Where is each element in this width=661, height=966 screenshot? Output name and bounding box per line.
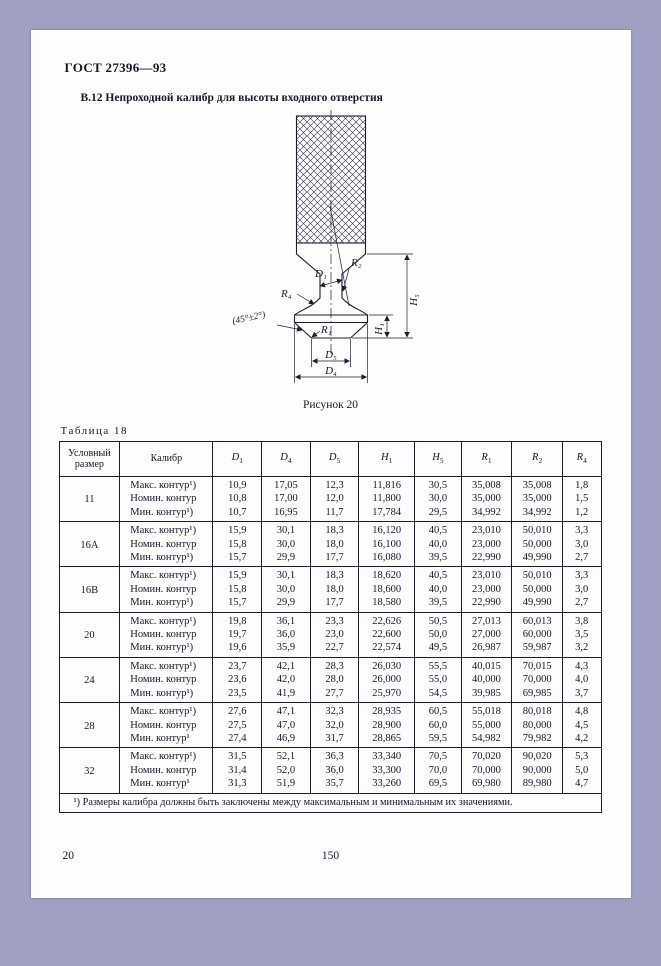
value-cell: 18,3 [310, 567, 359, 583]
table-row [59, 551, 601, 567]
value-cell: 36,1 [262, 612, 311, 628]
value-cell: 30,0 [415, 492, 462, 505]
value-cell: 51,9 [262, 777, 311, 793]
table-row [59, 748, 601, 764]
value-cell: 30,1 [262, 567, 311, 583]
value-cell: 54,982 [461, 732, 512, 748]
value-cell: 19,6 [213, 641, 262, 657]
size-cell: 32 [59, 748, 120, 793]
value-cell: 70,000 [512, 673, 563, 686]
value-cell: 23,000 [461, 583, 512, 596]
value-cell: 29,5 [415, 506, 462, 522]
value-cell: 30,1 [262, 522, 311, 538]
kalibr-cell: Мин. контур¹) [120, 596, 213, 612]
table-row [59, 567, 601, 583]
value-cell: 22,574 [359, 641, 415, 657]
table-row [59, 687, 601, 703]
value-cell: 5,3 [562, 748, 601, 764]
value-cell: 70,020 [461, 748, 512, 764]
value-cell: 10,8 [213, 492, 262, 505]
value-cell: 3,0 [562, 538, 601, 551]
value-cell: 17,05 [262, 477, 311, 493]
value-cell: 3,8 [562, 612, 601, 628]
value-cell: 16,120 [359, 522, 415, 538]
footnote-row [59, 793, 601, 812]
value-cell: 39,5 [415, 596, 462, 612]
value-cell: 17,00 [262, 492, 311, 505]
value-cell: 2,7 [562, 596, 601, 612]
value-cell: 55,018 [461, 703, 512, 719]
value-cell: 23,010 [461, 567, 512, 583]
table-row [59, 506, 601, 522]
value-cell: 60,5 [415, 703, 462, 719]
table-row [59, 673, 601, 686]
value-cell: 3,3 [562, 522, 601, 538]
value-cell: 2,7 [562, 551, 601, 567]
value-cell: 30,0 [262, 583, 311, 596]
dim-label-angle: (45°±2°) [231, 310, 266, 327]
value-cell: 33,300 [359, 764, 415, 777]
value-cell: 3,5 [562, 628, 601, 641]
value-cell: 80,000 [512, 719, 563, 732]
table-row [59, 596, 601, 612]
col-header-0: Условный размер [59, 442, 120, 477]
value-cell: 23,010 [461, 522, 512, 538]
value-cell: 31,5 [213, 748, 262, 764]
value-cell: 27,5 [213, 719, 262, 732]
value-cell: 23,7 [213, 657, 262, 673]
table-row [59, 719, 601, 732]
table-row [59, 641, 601, 657]
value-cell: 33,340 [359, 748, 415, 764]
value-cell: 19,7 [213, 628, 262, 641]
value-cell: 49,990 [512, 596, 563, 612]
value-cell: 42,1 [262, 657, 311, 673]
value-cell: 52,0 [262, 764, 311, 777]
value-cell: 55,5 [415, 657, 462, 673]
value-cell: 59,5 [415, 732, 462, 748]
value-cell: 40,5 [415, 567, 462, 583]
value-cell: 31,3 [213, 777, 262, 793]
value-cell: 29,9 [262, 596, 311, 612]
sheet-number: 150 [321, 850, 340, 862]
kalibr-cell: Макс. контур¹) [120, 477, 213, 493]
value-cell: 50,5 [415, 612, 462, 628]
value-cell: 15,7 [213, 596, 262, 612]
value-cell: 17,784 [359, 506, 415, 522]
value-cell: 90,000 [512, 764, 563, 777]
table-head [59, 442, 601, 477]
value-cell: 22,626 [359, 612, 415, 628]
value-cell: 69,5 [415, 777, 462, 793]
col-header-D1: $D_1$ [213, 442, 262, 477]
value-cell: 35,000 [512, 492, 563, 505]
size-cell: 28 [59, 703, 120, 748]
value-cell: 32,0 [310, 719, 359, 732]
table-title: Таблица 18 [60, 425, 129, 437]
size-cell: 16В [59, 567, 120, 612]
value-cell: 34,992 [512, 506, 563, 522]
value-cell: 30,5 [415, 477, 462, 493]
value-cell: 40,5 [415, 522, 462, 538]
value-cell: 23,6 [213, 673, 262, 686]
value-cell: 5,0 [562, 764, 601, 777]
value-cell: 59,987 [512, 641, 563, 657]
value-cell: 28,865 [359, 732, 415, 748]
table-footnote: ¹) Размеры калибра должны быть заключены между максимальным и минимальным их значениями. [59, 793, 601, 812]
value-cell: 69,985 [512, 687, 563, 703]
value-cell: 31,7 [310, 732, 359, 748]
table-row [59, 612, 601, 628]
value-cell: 28,0 [310, 673, 359, 686]
kalibr-cell: Мин. контур¹ [120, 777, 213, 793]
value-cell: 31,4 [213, 764, 262, 777]
size-cell: 11 [59, 477, 120, 522]
kalibr-cell: Макс. контур¹) [120, 522, 213, 538]
value-cell: 89,980 [512, 777, 563, 793]
value-cell: 49,990 [512, 551, 563, 567]
value-cell: 52,1 [262, 748, 311, 764]
value-cell: 90,020 [512, 748, 563, 764]
value-cell: 18,600 [359, 583, 415, 596]
table-row [59, 628, 601, 641]
value-cell: 50,010 [512, 567, 563, 583]
value-cell: 28,900 [359, 719, 415, 732]
value-cell: 80,018 [512, 703, 563, 719]
value-cell: 11,7 [310, 506, 359, 522]
value-cell: 15,9 [213, 567, 262, 583]
value-cell: 23,0 [310, 628, 359, 641]
section-title: В.12 Непроходной калибр для высоты входного отверстия [80, 92, 383, 104]
value-cell: 17,7 [310, 596, 359, 612]
r1-leader [312, 331, 320, 337]
kalibr-cell: Мин. контур¹) [120, 687, 213, 703]
value-cell: 15,9 [213, 522, 262, 538]
value-cell: 3,3 [562, 567, 601, 583]
value-cell: 40,015 [461, 657, 512, 673]
value-cell: 4,2 [562, 732, 601, 748]
value-cell: 42,0 [262, 673, 311, 686]
value-cell: 25,970 [359, 687, 415, 703]
value-cell: 36,0 [310, 764, 359, 777]
value-cell: 1,5 [562, 492, 601, 505]
kalibr-cell: Мин. контур¹ [120, 732, 213, 748]
value-cell: 12,3 [310, 477, 359, 493]
kalibr-cell: Номин. контур [120, 628, 213, 641]
value-cell: 22,990 [461, 551, 512, 567]
value-cell: 16,95 [262, 506, 311, 522]
value-cell: 39,5 [415, 551, 462, 567]
value-cell: 4,8 [562, 703, 601, 719]
value-cell: 17,7 [310, 551, 359, 567]
value-cell: 1,8 [562, 477, 601, 493]
value-cell: 18,3 [310, 522, 359, 538]
col-header-D5: $D_5$ [310, 442, 359, 477]
value-cell: 27,000 [461, 628, 512, 641]
value-cell: 16,080 [359, 551, 415, 567]
col-header-R4: $R_4$ [562, 442, 601, 477]
value-cell: 40,000 [461, 673, 512, 686]
value-cell: 23,5 [213, 687, 262, 703]
value-cell: 50,000 [512, 583, 563, 596]
value-cell: 34,992 [461, 506, 512, 522]
value-cell: 16,100 [359, 538, 415, 551]
value-cell: 60,0 [415, 719, 462, 732]
kalibr-cell: Макс. контур¹) [120, 703, 213, 719]
col-header-H1: $H_1$ [359, 442, 415, 477]
value-cell: 26,030 [359, 657, 415, 673]
value-cell: 22,600 [359, 628, 415, 641]
r4-leader [297, 294, 314, 304]
figure-caption: Рисунок 20 [302, 399, 359, 411]
value-cell: 3,2 [562, 641, 601, 657]
value-cell: 4,5 [562, 719, 601, 732]
value-cell: 60,013 [512, 612, 563, 628]
value-cell: 33,260 [359, 777, 415, 793]
value-cell: 35,008 [461, 477, 512, 493]
table-row [59, 492, 601, 505]
value-cell: 15,8 [213, 538, 262, 551]
value-cell: 15,7 [213, 551, 262, 567]
value-cell: 39,985 [461, 687, 512, 703]
value-cell: 69,980 [461, 777, 512, 793]
table-row [59, 777, 601, 793]
kalibr-cell: Мин. контур¹) [120, 641, 213, 657]
doc-number: ГОСТ 27396—93 [64, 60, 167, 75]
value-cell: 3,0 [562, 583, 601, 596]
size-cell: 24 [59, 657, 120, 702]
value-cell: 41,9 [262, 687, 311, 703]
kalibr-cell: Макс. контур¹) [120, 748, 213, 764]
value-cell: 35,9 [262, 641, 311, 657]
value-cell: 12,0 [310, 492, 359, 505]
value-cell: 11,800 [359, 492, 415, 505]
technical-drawing [181, 108, 481, 396]
kalibr-cell: Номин. контур [120, 673, 213, 686]
col-header-1: Калибр [120, 442, 213, 477]
dim-label-d4: D₄ [324, 365, 337, 377]
value-cell: 36,3 [310, 748, 359, 764]
value-cell: 4,7 [562, 777, 601, 793]
value-cell: 50,000 [512, 538, 563, 551]
value-cell: 22,990 [461, 596, 512, 612]
value-cell: 3,7 [562, 687, 601, 703]
col-header-R2: $R_2$ [512, 442, 563, 477]
value-cell: 10,9 [213, 477, 262, 493]
value-cell: 27,013 [461, 612, 512, 628]
value-cell: 27,4 [213, 732, 262, 748]
value-cell: 26,000 [359, 673, 415, 686]
dim-label-r4: R₄ [280, 288, 292, 300]
value-cell: 50,0 [415, 628, 462, 641]
knurled-handle [296, 116, 365, 243]
col-header-R1: $R_1$ [461, 442, 512, 477]
kalibr-cell: Мин. контур¹) [120, 551, 213, 567]
kalibr-cell: Макс. контур¹) [120, 567, 213, 583]
value-cell: 18,620 [359, 567, 415, 583]
value-cell: 4,0 [562, 673, 601, 686]
kalibr-cell: Номин. контур [120, 764, 213, 777]
kalibr-cell: Мин. контур¹) [120, 506, 213, 522]
data-table [59, 441, 602, 813]
value-cell: 30,0 [262, 538, 311, 551]
value-cell: 36,0 [262, 628, 311, 641]
value-cell: 40,0 [415, 538, 462, 551]
kalibr-cell: Макс. контур¹) [120, 612, 213, 628]
kalibr-cell: Номин. контур [120, 719, 213, 732]
dim-label-r2: R₂ [350, 257, 362, 269]
size-cell: 16А [59, 522, 120, 567]
col-header-D4: $D_4$ [262, 442, 311, 477]
value-cell: 70,0 [415, 764, 462, 777]
table-row [59, 764, 601, 777]
table-row [59, 583, 601, 596]
dim-label-r1: R₁ [320, 324, 332, 336]
value-cell: 79,982 [512, 732, 563, 748]
kalibr-cell: Номин. контур [120, 583, 213, 596]
table-body [59, 477, 601, 794]
value-cell: 55,0 [415, 673, 462, 686]
col-header-H5: $H_5$ [415, 442, 462, 477]
table-row [59, 657, 601, 673]
value-cell: 10,7 [213, 506, 262, 522]
dim-label-h5: H₅ [407, 294, 420, 306]
value-cell: 60,000 [512, 628, 563, 641]
value-cell: 29,9 [262, 551, 311, 567]
value-cell: 54,5 [415, 687, 462, 703]
value-cell: 11,816 [359, 477, 415, 493]
dim-label-d5: D₅ [324, 349, 337, 361]
value-cell: 70,015 [512, 657, 563, 673]
kalibr-cell: Макс. контур¹) [120, 657, 213, 673]
value-cell: 35,000 [461, 492, 512, 505]
value-cell: 23,3 [310, 612, 359, 628]
page-number: 20 [62, 850, 74, 862]
value-cell: 47,1 [262, 703, 311, 719]
value-cell: 40,0 [415, 583, 462, 596]
table-row [59, 732, 601, 748]
table-row [59, 538, 601, 551]
value-cell: 47,0 [262, 719, 311, 732]
kalibr-cell: Номин. контур [120, 492, 213, 505]
value-cell: 55,000 [461, 719, 512, 732]
table-row [59, 477, 601, 493]
value-cell: 28,935 [359, 703, 415, 719]
dim-label-h1: H₁ [372, 323, 385, 335]
value-cell: 49,5 [415, 641, 462, 657]
figure [31, 108, 631, 411]
table-row [59, 522, 601, 538]
value-cell: 27,7 [310, 687, 359, 703]
value-cell: 23,000 [461, 538, 512, 551]
dim-label-d1: D₁ [314, 268, 327, 280]
value-cell: 19,8 [213, 612, 262, 628]
value-cell: 46,9 [262, 732, 311, 748]
value-cell: 22,7 [310, 641, 359, 657]
value-cell: 70,000 [461, 764, 512, 777]
value-cell: 27,6 [213, 703, 262, 719]
value-cell: 18,0 [310, 583, 359, 596]
table-row [59, 703, 601, 719]
value-cell: 35,7 [310, 777, 359, 793]
value-cell: 18,0 [310, 538, 359, 551]
value-cell: 70,5 [415, 748, 462, 764]
value-cell: 4,3 [562, 657, 601, 673]
value-cell: 15,8 [213, 583, 262, 596]
document-page [31, 30, 631, 898]
value-cell: 1,2 [562, 506, 601, 522]
value-cell: 35,008 [512, 477, 563, 493]
value-cell: 32,3 [310, 703, 359, 719]
value-cell: 18,580 [359, 596, 415, 612]
value-cell: 26,987 [461, 641, 512, 657]
kalibr-cell: Номин. контур [120, 538, 213, 551]
value-cell: 50,010 [512, 522, 563, 538]
size-cell: 20 [59, 612, 120, 657]
value-cell: 28,3 [310, 657, 359, 673]
